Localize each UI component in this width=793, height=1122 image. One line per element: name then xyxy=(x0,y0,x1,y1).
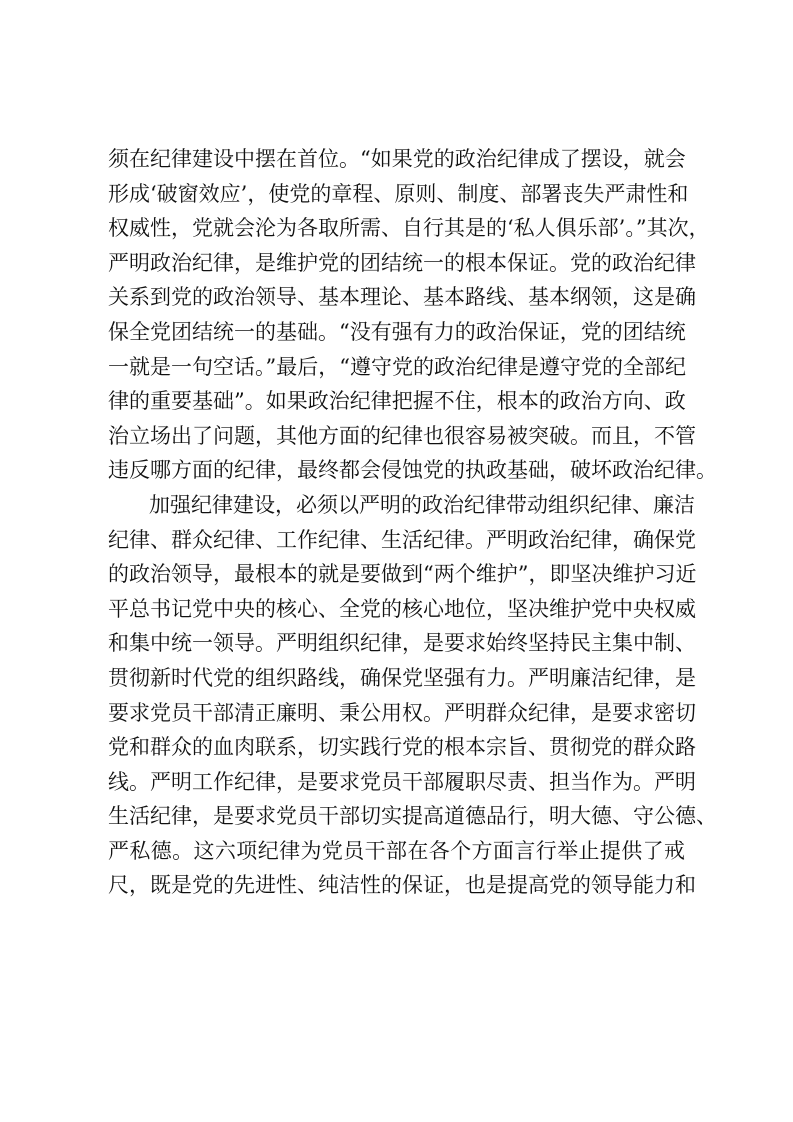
text-line: 严明政治纪律，是维护党的团结统一的根本保证。党的政治纪律 xyxy=(108,250,696,275)
text-line: 尺，既是党的先进性、纯洁性的保证，也是提高党的领导能力和 xyxy=(108,873,696,898)
text-line: 纪律、群众纪律、工作纪律、生活纪律。严明政治纪律，确保党 xyxy=(108,527,696,552)
document-body xyxy=(108,142,717,903)
text-line: 关系到党的政治领导、基本理论、基本路线、基本纲领，这是确 xyxy=(108,285,696,310)
text-line: 治立场出了问题，其他方面的纪律也很容易被突破。而且，不管 xyxy=(108,423,696,448)
text-line: 权威性，党就会沦为各取所需、自行其是的‘私人俱乐部’。”其次， xyxy=(108,216,710,241)
text-line: 须在纪律建设中摆在首位。“如果党的政治纪律成了摆设，就会 xyxy=(108,147,686,171)
text-line: 党和群众的血肉联系，切实践行党的根本宗旨、贯彻党的群众路 xyxy=(108,735,696,760)
text-line: 要求党员干部清正廉明、秉公用权。严明群众纪律，是要求密切 xyxy=(108,700,696,725)
text-line: 保全党团结统一的基础。“没有强有力的政治保证，党的团结统 xyxy=(108,319,686,344)
paragraph-1 xyxy=(108,142,717,488)
text-line: 贯彻新时代党的组织路线，确保党坚强有力。严明廉洁纪律，是 xyxy=(108,665,696,690)
text-line: 平总书记党中央的核心、全党的核心地位，坚决维护党中央权威 xyxy=(108,596,696,621)
text-line: 一就是一句空话。”最后，“遵守党的政治纪律是遵守党的全部纪 xyxy=(108,354,686,379)
paragraph-2 xyxy=(108,488,717,903)
text-line: 的政治领导，最根本的就是要做到“两个维护”，即坚决维护习近 xyxy=(108,562,697,587)
text-line: 形成‘破窗效应’，使党的章程、原则、制度、部署丧失严肃性和 xyxy=(108,181,689,206)
text-line: 生活纪律，是要求党员干部切实提高道德品行，明大德、守公德、 xyxy=(108,804,717,829)
text-line: 和集中统一领导。严明组织纪律，是要求始终坚持民主集中制、 xyxy=(108,631,696,656)
text-line: 律的重要基础”。如果政治纪律把握不住，根本的政治方向、政 xyxy=(108,389,686,414)
text-line: 加强纪律建设，必须以严明的政治纪律带动组织纪律、廉洁 xyxy=(149,492,695,517)
text-line: 违反哪方面的纪律，最终都会侵蚀党的执政基础，破坏政治纪律。 xyxy=(108,458,717,483)
text-line: 线。严明工作纪律，是要求党员干部履职尽责、担当作为。严明 xyxy=(108,769,696,794)
text-line: 严私德。这六项纪律为党员干部在各个方面言行举止提供了戒 xyxy=(108,838,685,863)
